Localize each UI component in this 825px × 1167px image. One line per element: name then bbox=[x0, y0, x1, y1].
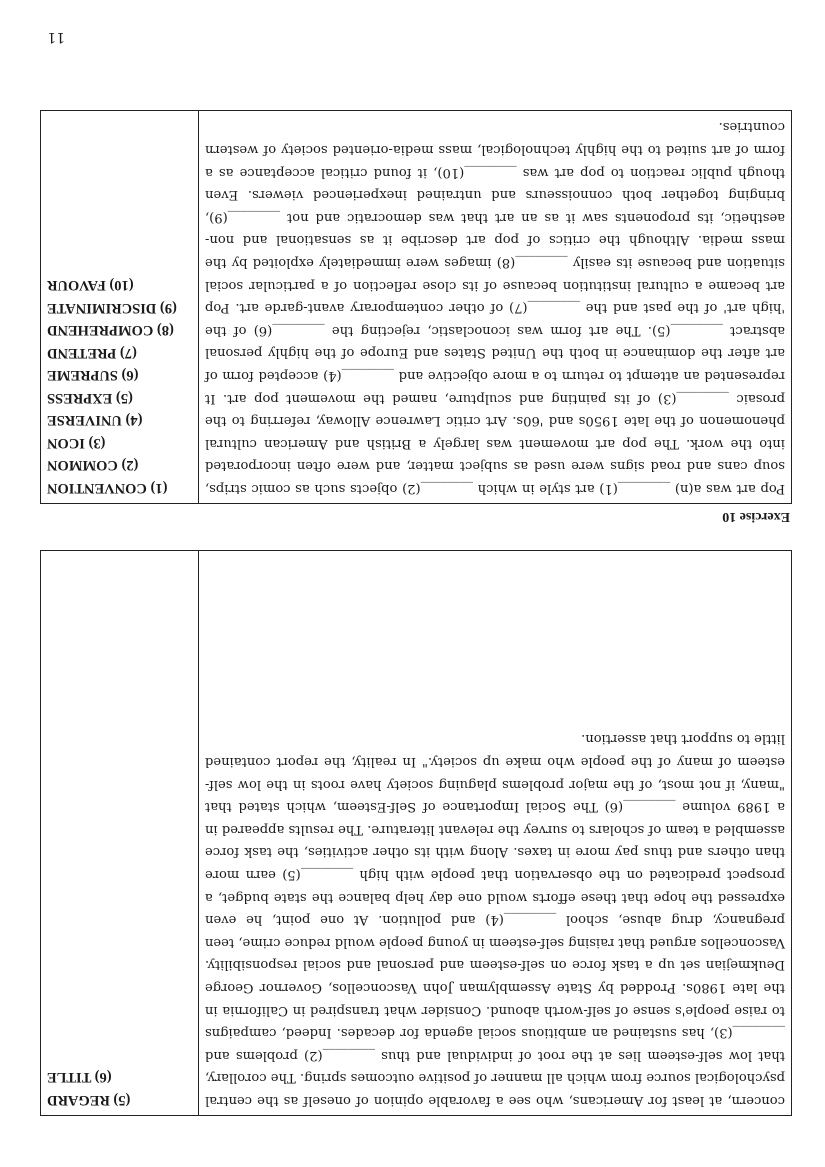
exercise-10-table bbox=[40, 110, 792, 504]
word-option: (7) PRETEND bbox=[47, 345, 137, 361]
exercise-10-passage: Pop art was a(n) ________(1) art style in which ________(2) objects such as comic strips, soup cans and road signs were used as subject matter, and were often incorporated into the work. The pop art movement was largely a British and American cultural phenomenon of the late 1950s and '60s. Art critic Lawrence Alloway, referring to the prosaic ________(3) of its painting and sculpture, named the movement pop art. It represented an attempt to return to a more objective and ________(4) accepted form of art after the dominance in both the United States and Europe of the highly personal abstract ________(5). The art form was iconoclastic, rejecting the ________(6) of the 'high art' of the past and the ________(7) of other contemporary avant-garde art. Pop art became a cultural institution because of its close reflection of a particular social situation and because its easily ________(8) images were immediately exploited by the mass media. Although the critics of pop art describe it as sensational and non-aesthetic, its proponents saw it as an art that was democratic and not ________(9), bringing together both connoisseurs and untrained inexperienced viewers. Even though public reaction to pop art was ________(10), it found critical acceptance as a form of art suited to the highly technological, mass media-oriented society of western countries. bbox=[199, 110, 792, 503]
word-option: (10) FAVOUR bbox=[47, 277, 134, 294]
word-option: (8) COMPREHEND bbox=[47, 322, 174, 339]
page-number: 11 bbox=[47, 29, 65, 45]
word-option: (1) CONVENTION bbox=[47, 480, 168, 496]
word-option: (5) REGARD bbox=[47, 1092, 131, 1108]
word-option: (9) DISCRIMINATE bbox=[47, 300, 177, 316]
word-option: (2) COMMON bbox=[47, 457, 139, 474]
word-option: (5) EXPRESS bbox=[47, 390, 133, 406]
word-option: (6) TITLE bbox=[47, 1069, 112, 1086]
word-option: (6) SUPREME bbox=[47, 367, 139, 384]
exercise-title: Exercise 10 bbox=[722, 509, 790, 524]
word-option: (4) UNIVERSE bbox=[47, 412, 143, 429]
continued-exercise-passage: concern, at least for Americans, who see a favorable opinion of oneself as the central psychological source from which all manner of positive outcomes spring. The corollary, that low self-esteem lies at the root of individual and thus ________(2) problems and ________(3), has sustained an ambitious social agenda for decades. Indeed, campaigns to raise people's sense of self-worth abound. Consider what transpired in California in the late 1980s. Prodded by State Assemblyman John Vasconcellos, Governor George Deukmejian set up a task force on self-esteem and personal and social responsibility. Vasconcellos argued that raising self-esteem in young people would reduce crime, teen pregnancy, drug abuse, school ________(4) and pollution. At one point, he even expressed the hope that these efforts would one day help balance the state budget, a prospect predicated on the observation that people with high ________(5) earn more than others and thus pay more in taxes. Along with its other activities, the task force assembled a team of scholars to survey the relevant literature. The results appeared in a 1989 volume ________(6) The Social Importance of Self-Esteem, which stated that "many, if not most, of the major problems plaguing society have roots in the low self-esteem of many of the people who make up society." In reality, the report contained little to support that assertion. bbox=[199, 551, 792, 1116]
word-option: (3) ICON bbox=[47, 435, 106, 451]
continued-exercise-options bbox=[41, 551, 199, 1116]
exercise-10-options bbox=[41, 110, 199, 503]
continued-exercise-table bbox=[40, 550, 792, 1116]
